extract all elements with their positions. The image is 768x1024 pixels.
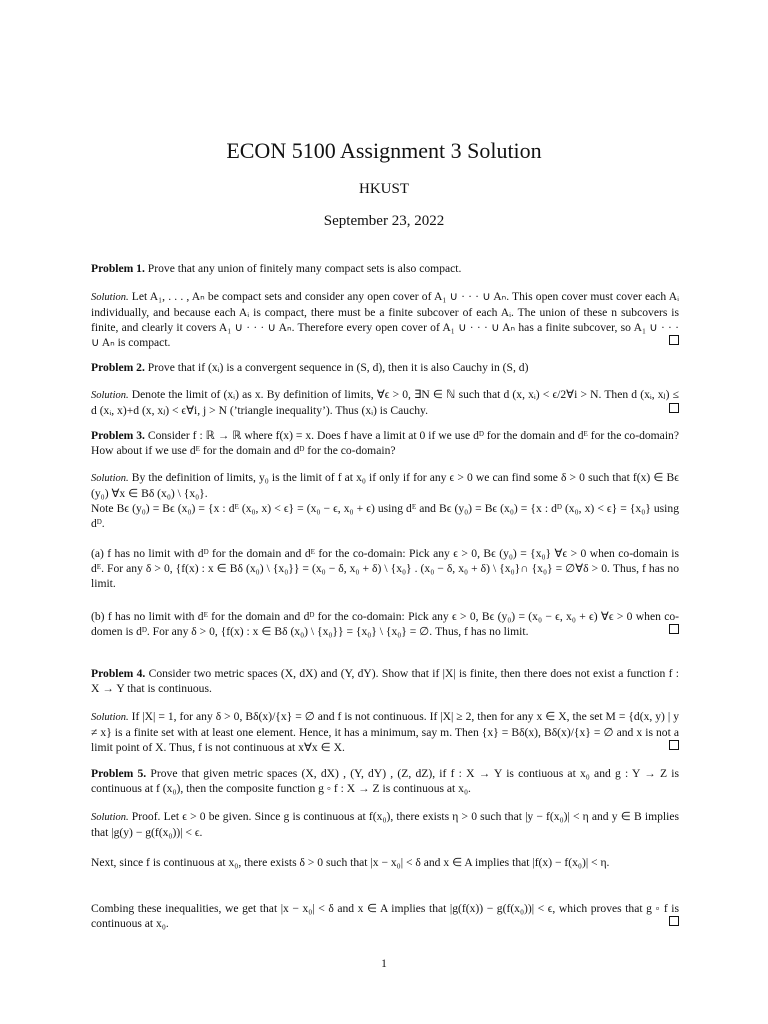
solution-3-text: By the definition of limits, y₀ is the limit of f at x₀ if only if for any ϵ > 0 we can find some δ > 0 such that f(x) ∈ Bϵ (y₀) ∀x ∈ Bδ (x₀) \ {x₀}. — [91, 471, 679, 500]
solution-2 — [91, 387, 679, 418]
problem-2-text: Prove that if (xᵢ) is a convergent sequence in (S, d), then it is also Cauchy in (S, d) — [147, 361, 529, 374]
document-author: HKUST — [358, 181, 409, 197]
solution-5-text: Proof. Let ϵ > 0 be given. Since g is continuous at f(x₀), there exists η > 0 such that |y − f(x₀)| < η and y ∈ B implies that |g(y) − g(f(x₀))| < ϵ. — [91, 810, 679, 839]
solution-5-para-3-text: Combing these inequalities, we get that |x − x₀| < δ and x ∈ A implies that |g(f(x)) − g(f(x₀))| < ϵ, which proves that g ◦ f is continuous at x₀. — [91, 902, 679, 930]
qed-icon — [669, 624, 679, 634]
qed-icon — [669, 740, 679, 750]
problem-4 — [91, 666, 679, 696]
qed-icon — [669, 916, 679, 926]
solution-4-text: If |X| = 1, for any δ > 0, Bδ(x)/{x} = ∅ and f is not continuous. If |X| ≥ 2, then for any x ∈ X, the set M = {d(x, y) | y ≠ x} is a finite set with at least one element. Hence, it has a minimum, say m. Then {x} = Bδ(x), Bδ(x)/{x} = ∅ and x is not a limit point of X. Thus, f is not continuous at x∀x ∈ X. — [91, 710, 679, 754]
qed-icon — [669, 403, 679, 413]
problem-1 — [91, 261, 679, 276]
qed-icon — [669, 335, 679, 345]
solution-3-part-a: (a) f has no limit with dᴰ for the domain and dᴱ for the co-domain: Pick any ϵ > 0, Bϵ (y₀) = {x₀} ∀ϵ > 0 when co-domain is dᴱ. For any δ > 0, {f(x) : x ∈ Bδ (x₀) \ {x₀}} = (x₀ − δ, x₀ + δ) \ {x₀} . (x₀ − δ, x₀ + δ) \ {x₀}∩ {x₀} = ∅∀δ > 0. Thus, f has no limit. — [91, 547, 679, 590]
solution-3-label: Solution. — [91, 473, 129, 484]
problem-4-text: Consider two metric spaces (X, dX) and (Y, dY). Show that if |X| is finite, then there does not exist a function f : X → Y that is continuous. — [91, 667, 679, 695]
problem-3 — [91, 428, 679, 458]
solution-5 — [91, 809, 679, 840]
solution-1 — [91, 289, 679, 350]
solution-5-para-2: Next, since f is continuous at x₀, there exists δ > 0 such that |x − x₀| < δ and x ∈ A implies that |f(x) − f(x₀)| < η. — [91, 856, 610, 869]
document-title: ECON 5100 Assignment 3 Solution — [226, 138, 542, 163]
document-date: September 23, 2022 — [323, 213, 445, 229]
solution-2-text: Denote the limit of (xᵢ) as x. By definition of limits, ∀ϵ > 0, ∃N ∈ ℕ such that d (x, xᵢ) < ϵ/2∀i > N. Then d (xᵢ, xⱼ) ≤ d (xᵢ, x)+d (x, xⱼ) < ϵ∀i, j > N (’triangle inequality’). Thus (xᵢ) is Cauchy. — [91, 388, 679, 417]
solution-5-para-3 — [91, 901, 679, 931]
solution-3 — [91, 470, 679, 501]
problem-4-label: Problem 4. — [91, 667, 146, 680]
solution-1-text: Let A₁, . . . , Aₙ be compact sets and consider any open cover of A₁ ∪ · · · ∪ Aₙ. This open cover must cover each Aᵢ individually, and because each Aᵢ is compact, there must be a finite subcover of each Aᵢ. The union of these n subcovers is finite, and clearly it covers A₁ ∪ · · · ∪ Aₙ. Therefore every open cover of A₁ ∪ · · · ∪ Aₙ has a finite subcover, so A₁ ∪ · · · ∪ Aₙ is compact. — [91, 290, 679, 349]
solution-3-part-b — [91, 609, 679, 639]
solution-4 — [91, 709, 679, 755]
problem-3-label: Problem 3. — [91, 429, 145, 442]
solution-3-note: Note Bϵ (y₀) = Bϵ (x₀) = {x : dᴱ (x₀, x) < ϵ} = (x₀ − ϵ, x₀ + ϵ) using dᴱ and Bϵ (y₀) = Bϵ (x₀) = {x : dᴰ (x₀, x) < ϵ} = {x₀} using dᴰ. — [91, 502, 679, 530]
problem-1-label: Problem 1. — [91, 262, 145, 275]
solution-3-part-b-text: (b) f has no limit with dᴱ for the domain and dᴰ for the co-domain: Pick any ϵ > 0, Bϵ (y₀) = (x₀ − ϵ, x₀ + ϵ) ∀ϵ > 0 when co-domen is dᴰ. For any δ > 0, {f(x) : x ∈ Bδ (x₀) \ {x₀}} = {x₀} \ {x₀} = ∅. Thus, f has no limit. — [91, 610, 679, 638]
problem-3-text: Consider f : ℝ → ℝ where f(x) = x. Does f have a limit at 0 if we use dᴰ for the domain and dᴱ for the co-domain? How about if we use dᴱ for the domain and dᴰ for the co-domain? — [91, 429, 679, 457]
solution-4-label: Solution. — [91, 712, 129, 723]
problem-2-label: Problem 2. — [91, 361, 145, 374]
problem-1-text: Prove that any union of finitely many compact sets is also compact. — [147, 262, 462, 275]
solution-1-label: Solution. — [91, 292, 129, 303]
solution-2-label: Solution. — [91, 390, 129, 401]
problem-2 — [91, 360, 679, 375]
page-number: 1 — [381, 958, 387, 970]
problem-5 — [91, 766, 679, 796]
problem-5-text: Prove that given metric spaces (X, dX) , (Y, dY) , (Z, dZ), if f : X → Y is contiuous at x₀ and g : Y → Z is continuous at f (x₀), then the composite function g ◦ f : X → Z is continuous at x₀. — [91, 767, 679, 795]
solution-5-label: Solution. — [91, 812, 129, 823]
problem-5-label: Problem 5. — [91, 767, 147, 780]
